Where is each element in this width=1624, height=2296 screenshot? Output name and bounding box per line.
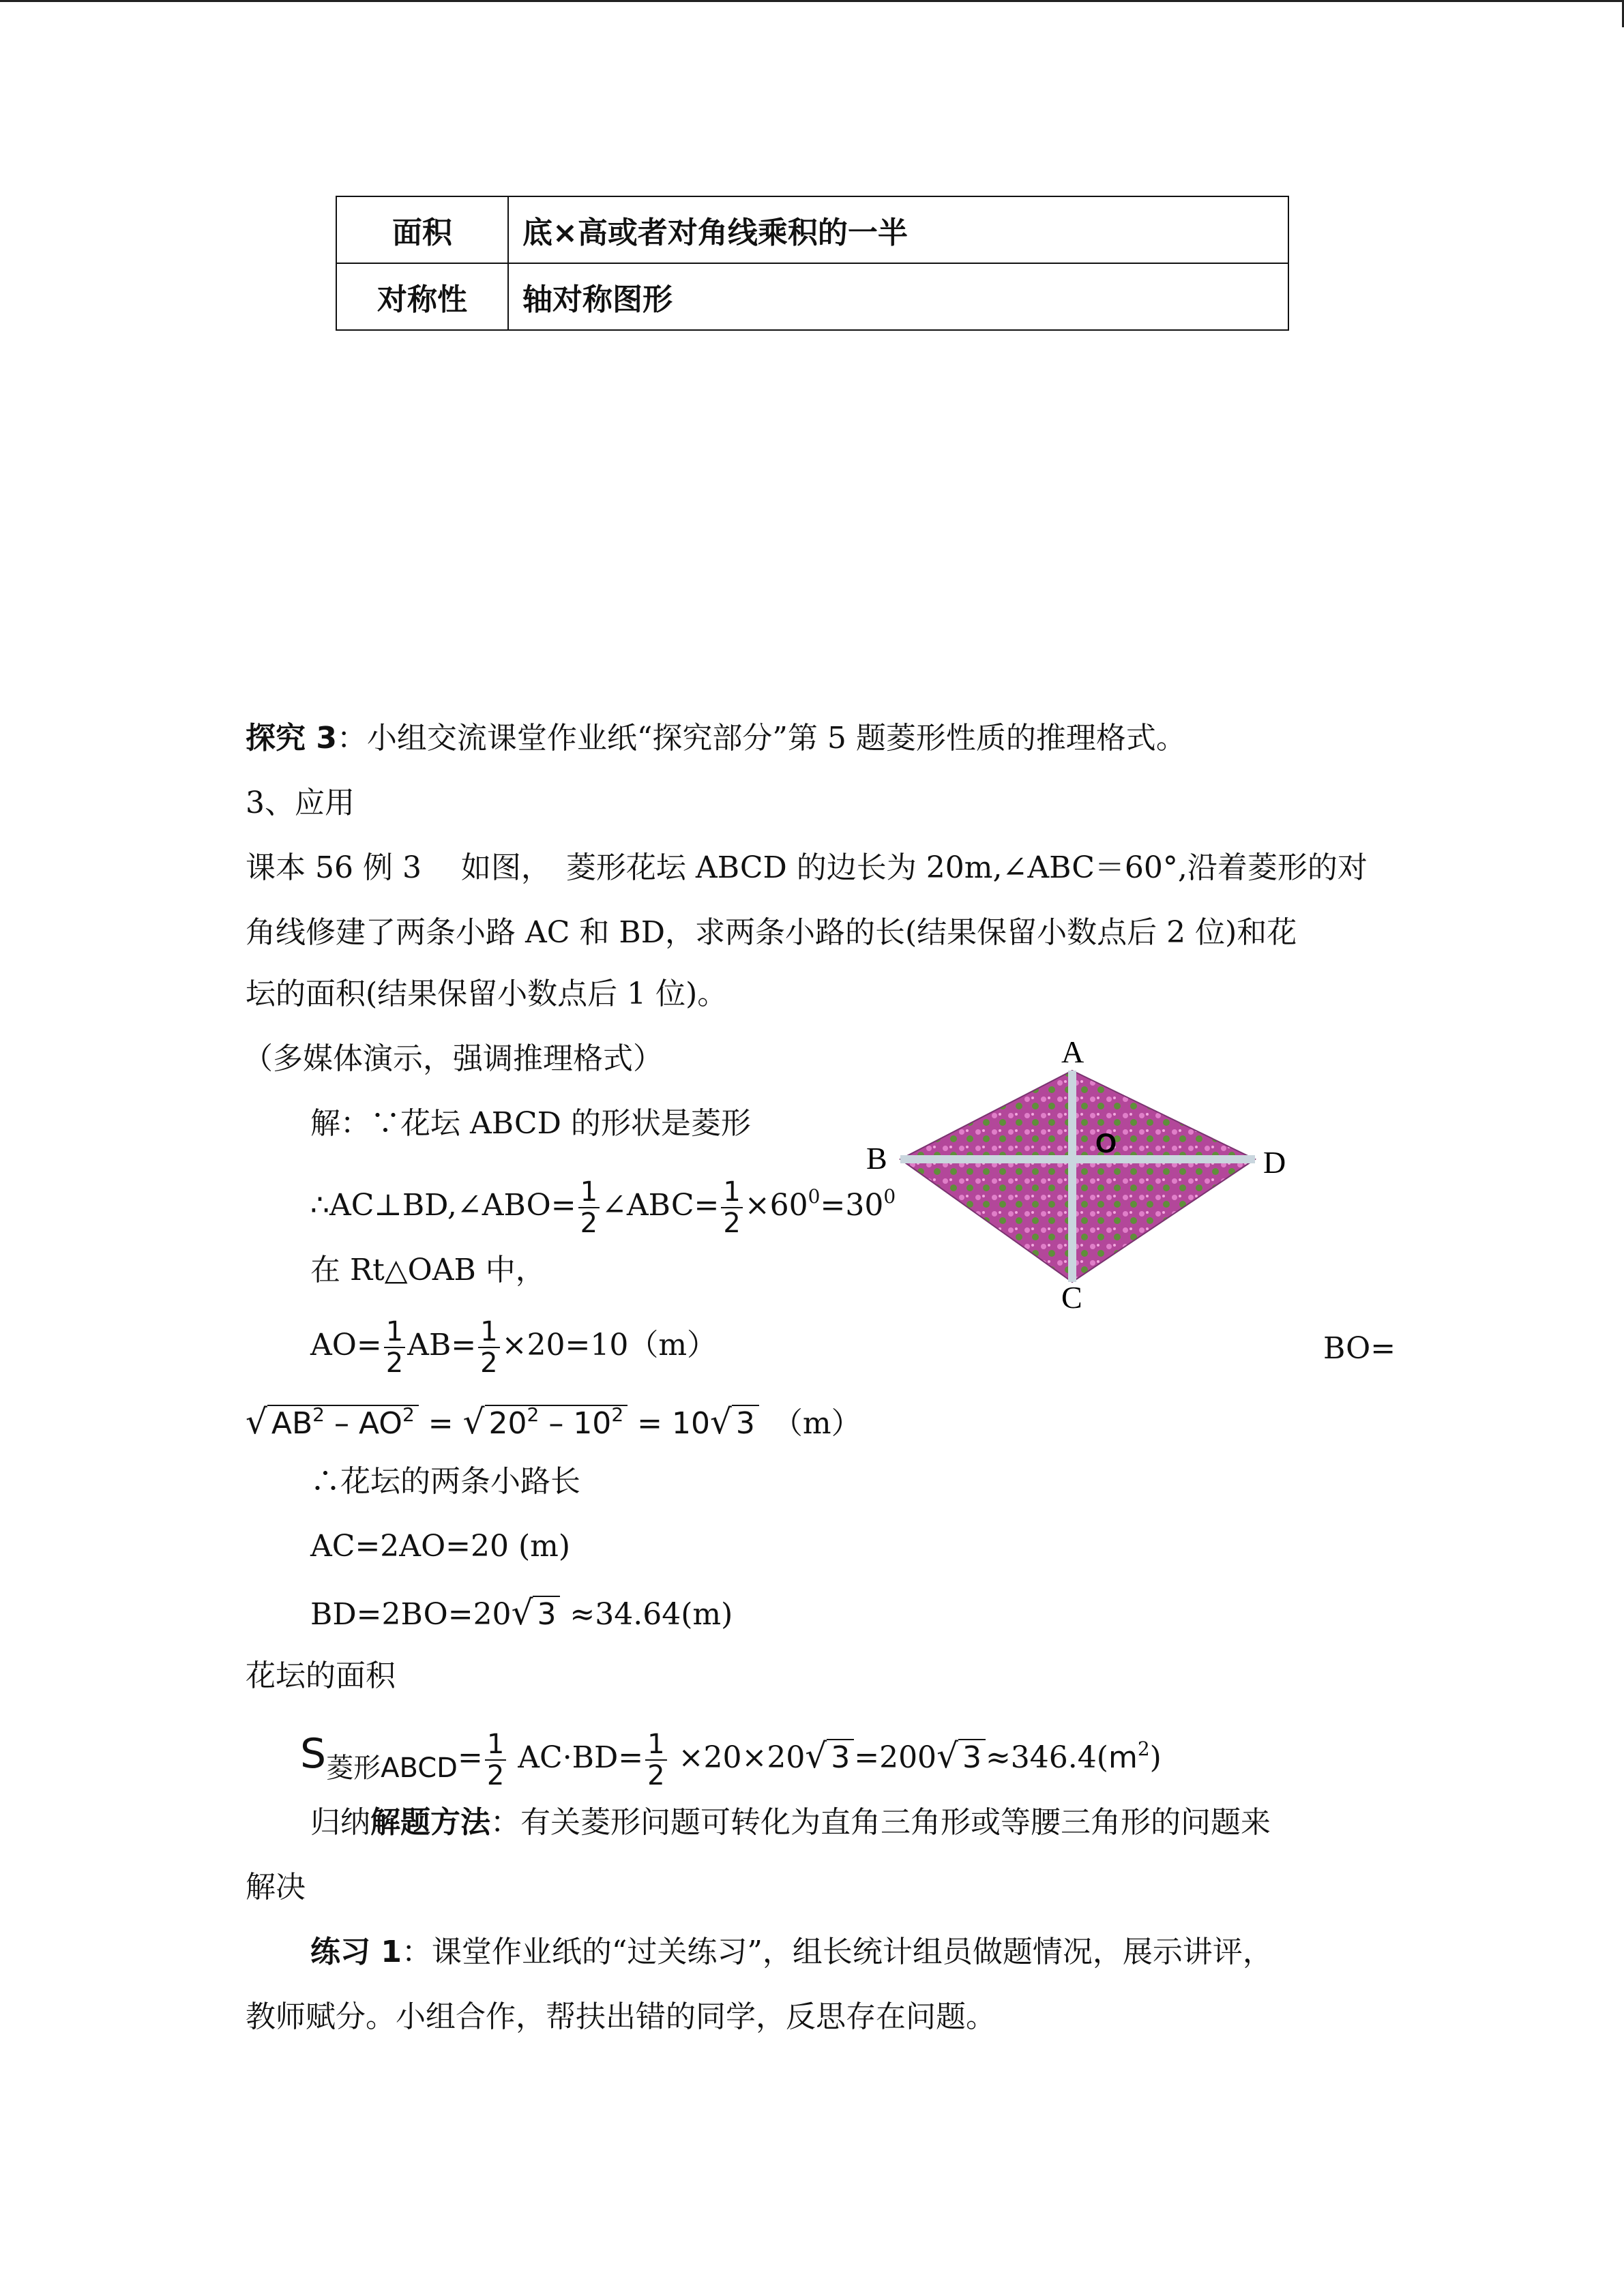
therefore-paths: ∴花坛的两条小路长: [310, 1464, 580, 1499]
method-rest: ：有关菱形问题可转化为直角三角形或等腰三角形的问题来: [490, 1805, 1271, 1840]
step2-suffix: ×60: [744, 1188, 808, 1223]
sqrt-expression: [246, 1391, 419, 1448]
sqrt-radicand: 3: [827, 1739, 854, 1775]
equals: =: [628, 1406, 672, 1441]
example-line-1: 课本 56 例 3 如图， 菱形花坛 ABCD 的边长为 20m,∠ABC＝60°,沿着菱形的对: [246, 850, 1368, 885]
sqrt-expression: [710, 1398, 759, 1448]
area-symbol: S: [300, 1730, 327, 1778]
sqrt-icon: √: [511, 1593, 533, 1632]
multimedia-note: （多媒体演示，强调推理格式）: [243, 1041, 663, 1076]
fraction-half: [578, 1177, 600, 1238]
exponent: 2: [527, 1403, 540, 1426]
vertex-label-b: B: [866, 1141, 887, 1176]
vertex-label-c: C: [1061, 1280, 1082, 1309]
method-bold: 解题方法: [370, 1805, 490, 1840]
vertex-label-d: D: [1263, 1145, 1286, 1180]
page-top-border: [0, 0, 1624, 2]
ac-result: AC=2AO=20 (m): [310, 1529, 571, 1564]
term-ab: AB: [271, 1406, 313, 1441]
fraction-numerator: 1: [384, 1317, 405, 1348]
fraction-denominator: 2: [486, 1759, 505, 1791]
ao-suffix: ×20=10（m）: [501, 1328, 718, 1362]
rhombus-shape: [900, 1071, 1255, 1282]
properties-table: [336, 196, 1289, 331]
exponent: 2: [312, 1403, 325, 1426]
exponent: 2: [1137, 1738, 1150, 1760]
equals: =: [418, 1406, 463, 1441]
bd-result: [310, 1589, 733, 1639]
step2-eq: =30: [820, 1188, 884, 1223]
table-cell-key: 面积: [336, 196, 508, 263]
degree-mark: 0: [808, 1185, 821, 1208]
fraction-numerator: 1: [478, 1317, 499, 1348]
minus: –: [539, 1406, 574, 1441]
solution-ao: [310, 1308, 717, 1383]
area-title: 花坛的面积: [246, 1658, 396, 1693]
sqrt-icon: √: [246, 1402, 267, 1442]
practice-rest: ：课堂作业纸的“过关练习”，组长统计组员做题情况，展示讲评，: [401, 1935, 1273, 1969]
solution-step-2: [310, 1159, 896, 1243]
section-apply-heading: 3、应用: [246, 786, 355, 820]
table-cell-value: 底×高或者对角线乘积的一半: [508, 196, 1288, 263]
fraction-half: [478, 1317, 499, 1378]
example-line-3: 坛的面积(结果保留小数点后 1 位)。: [246, 976, 728, 1011]
sqrt-icon: √: [462, 1402, 485, 1442]
sqrt-icon: √: [805, 1736, 827, 1776]
area-part-c: ≈346.4(: [985, 1740, 1108, 1775]
sqrt-icon: √: [709, 1402, 732, 1442]
method-prefix: 归纳: [310, 1805, 370, 1840]
rhombus-figure: [859, 1030, 1310, 1309]
fraction-half: [384, 1317, 405, 1378]
fraction-denominator: 2: [647, 1759, 665, 1791]
table-cell-value: 轴对称图形: [508, 263, 1288, 330]
sqrt-radicand: 3: [958, 1739, 986, 1775]
explore3-label: 探究 3: [246, 721, 337, 756]
bd-prefix: BD=2BO=20: [310, 1597, 512, 1632]
bo-label: BO=: [1323, 1331, 1396, 1366]
sqrt-radicand: 3: [732, 1405, 759, 1441]
sqrt-expression: [463, 1391, 628, 1448]
ao-mid: AB=: [407, 1328, 477, 1362]
solution-step-3: 在 Rt△OAB 中，: [310, 1253, 546, 1287]
bd-suffix: ≈34.64(m): [560, 1597, 733, 1632]
area-part-b: =200: [854, 1740, 937, 1775]
num: 10: [573, 1406, 612, 1441]
sqrt-expression: [512, 1589, 561, 1639]
area-subscript: 菱形ABCD: [326, 1753, 458, 1784]
practice-bold: 练习 1: [310, 1935, 402, 1969]
fraction-numerator: 1: [721, 1177, 742, 1208]
table-row: [336, 196, 1288, 263]
explore3-paragraph: [246, 719, 1186, 758]
fraction-denominator: 2: [580, 1207, 598, 1239]
method-line-1: [310, 1804, 1271, 1842]
practice-line-2: 教师赋分。小组合作，帮扶出错的同学，反思存在问题。: [246, 1999, 996, 2034]
sqrt-expression: [805, 1718, 854, 1795]
area-part-a: ×20×20: [668, 1740, 806, 1775]
fraction-numerator: 1: [578, 1177, 600, 1208]
degree-mark: 0: [883, 1185, 896, 1208]
exponent: 2: [611, 1403, 624, 1426]
practice-line-1: [310, 1933, 1273, 1971]
method-line-2: 解决: [246, 1870, 306, 1905]
sqrt-icon: √: [936, 1736, 958, 1776]
num: 20: [488, 1406, 527, 1441]
fraction-half: [485, 1729, 506, 1791]
sqrt-radicand: 3: [533, 1596, 560, 1632]
center-label-o: O: [1095, 1129, 1117, 1159]
exponent: 2: [402, 1403, 415, 1426]
fraction-half: [721, 1177, 742, 1238]
area-close: ): [1149, 1740, 1162, 1775]
area-unit: m: [1108, 1740, 1138, 1775]
term-ao: AO: [358, 1406, 402, 1441]
unit: （m）: [772, 1406, 861, 1441]
coefficient: 10: [671, 1406, 710, 1441]
fraction-denominator: 2: [723, 1207, 741, 1239]
fraction-denominator: 2: [385, 1347, 404, 1379]
equals: =: [457, 1740, 483, 1775]
ao-prefix: AO=: [310, 1328, 382, 1362]
sqrt-expression: [936, 1718, 986, 1795]
vertex-label-a: A: [1061, 1034, 1084, 1069]
fraction-numerator: 1: [485, 1729, 506, 1761]
fraction-half: [645, 1729, 666, 1791]
table-row: [336, 263, 1288, 330]
step2-prefix: ∴AC⊥BD,∠ABO=: [310, 1188, 576, 1223]
fraction-denominator: 2: [480, 1347, 498, 1379]
minus: –: [325, 1406, 359, 1441]
fraction-numerator: 1: [645, 1729, 666, 1761]
explore3-text: ：小组交流课堂作业纸“探究部分”第 5 题菱形性质的推理格式。: [336, 721, 1186, 756]
solution-step-1: 解：∵花坛 ABCD 的形状是菱形: [310, 1106, 751, 1141]
area-formula: [300, 1712, 1162, 1806]
sqrt-radicand: [267, 1405, 419, 1441]
step2-mid: ∠ABC=: [602, 1188, 720, 1223]
example-line-2: 角线修建了两条小路 AC 和 BD，求两条小路的长(结果保留小数点后 2 位)和花: [246, 915, 1297, 950]
table-cell-key: 对称性: [336, 263, 508, 330]
solution-bo-expression: [246, 1391, 861, 1448]
area-mid: AC·BD=: [508, 1740, 644, 1775]
sqrt-radicand: [485, 1405, 628, 1441]
